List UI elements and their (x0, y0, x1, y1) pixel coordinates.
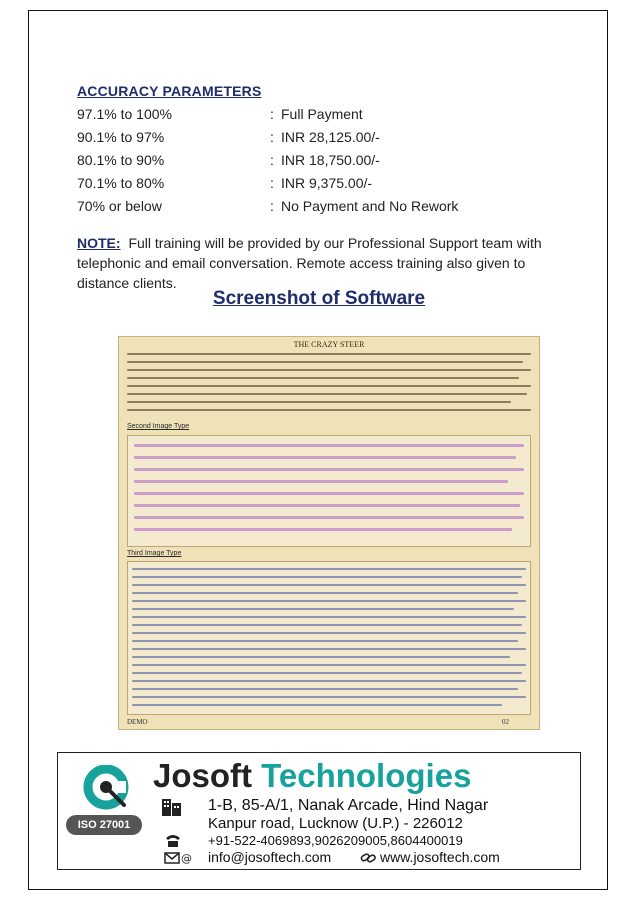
accuracy-separator: : (270, 198, 274, 214)
screenshot-third-box (127, 561, 531, 715)
phone-icon (164, 833, 182, 848)
link-icon (360, 851, 376, 865)
company-name-part2: Technologies (261, 757, 472, 794)
address-line-1: 1-B, 85-A/1, Nanak Arcade, Hind Nagar (208, 797, 489, 814)
accuracy-title: ACCURACY PARAMETERS (77, 83, 262, 99)
software-screenshot (118, 336, 540, 730)
screenshot-text-block-1 (127, 353, 531, 417)
company-name (153, 757, 471, 795)
company-name-part1: Josoft (153, 757, 252, 794)
company-logo-icon (80, 765, 140, 813)
screenshot-footer-right: 02 (502, 718, 509, 726)
accuracy-value: INR 28,125.00/- (281, 129, 380, 145)
accuracy-range: 90.1% to 97% (77, 129, 165, 145)
company-footer (57, 752, 581, 870)
address-line-2: Kanpur road, Lucknow (U.P.) - 226012 (208, 815, 463, 832)
accuracy-value: Full Payment (281, 106, 363, 122)
accuracy-separator: : (270, 129, 274, 145)
accuracy-range: 80.1% to 90% (77, 152, 165, 168)
note-label: NOTE: (77, 235, 121, 251)
building-icon (161, 797, 183, 817)
accuracy-separator: : (270, 106, 274, 122)
screenshot-second-box (127, 435, 531, 547)
accuracy-separator: : (270, 175, 274, 191)
phone-numbers: +91-522-4069893,9026209005,8604400019 (208, 833, 463, 848)
screenshot-heading: Screenshot of Software (212, 288, 426, 309)
screenshot-inner-title: THE CRAZY STEER (293, 340, 365, 349)
screenshot-second-label: Second Image Type (127, 423, 190, 430)
accuracy-value: INR 18,750.00/- (281, 152, 380, 168)
training-note (77, 233, 547, 293)
note-text: Full training will be provided by our Professional Support team with telephonic and email conversation. Remote access training also given to distance clients. (77, 235, 542, 291)
email-address[interactable]: info@josoftech.com (208, 849, 332, 865)
accuracy-value: No Payment and No Rework (281, 198, 459, 214)
website-url[interactable]: www.josoftech.com (380, 849, 500, 865)
accuracy-range: 70.1% to 80% (77, 175, 165, 191)
accuracy-value: INR 9,375.00/- (281, 175, 373, 191)
svg-text:@: @ (181, 852, 192, 865)
screenshot-footer-left: DEMO (127, 718, 148, 726)
screenshot-third-label: Third Image Type (127, 550, 182, 557)
accuracy-range: 97.1% to 100% (77, 106, 172, 122)
email-icon (164, 851, 192, 865)
iso-badge: ISO 27001 (66, 815, 142, 835)
accuracy-separator: : (270, 152, 274, 168)
accuracy-range: 70% or below (77, 198, 162, 214)
